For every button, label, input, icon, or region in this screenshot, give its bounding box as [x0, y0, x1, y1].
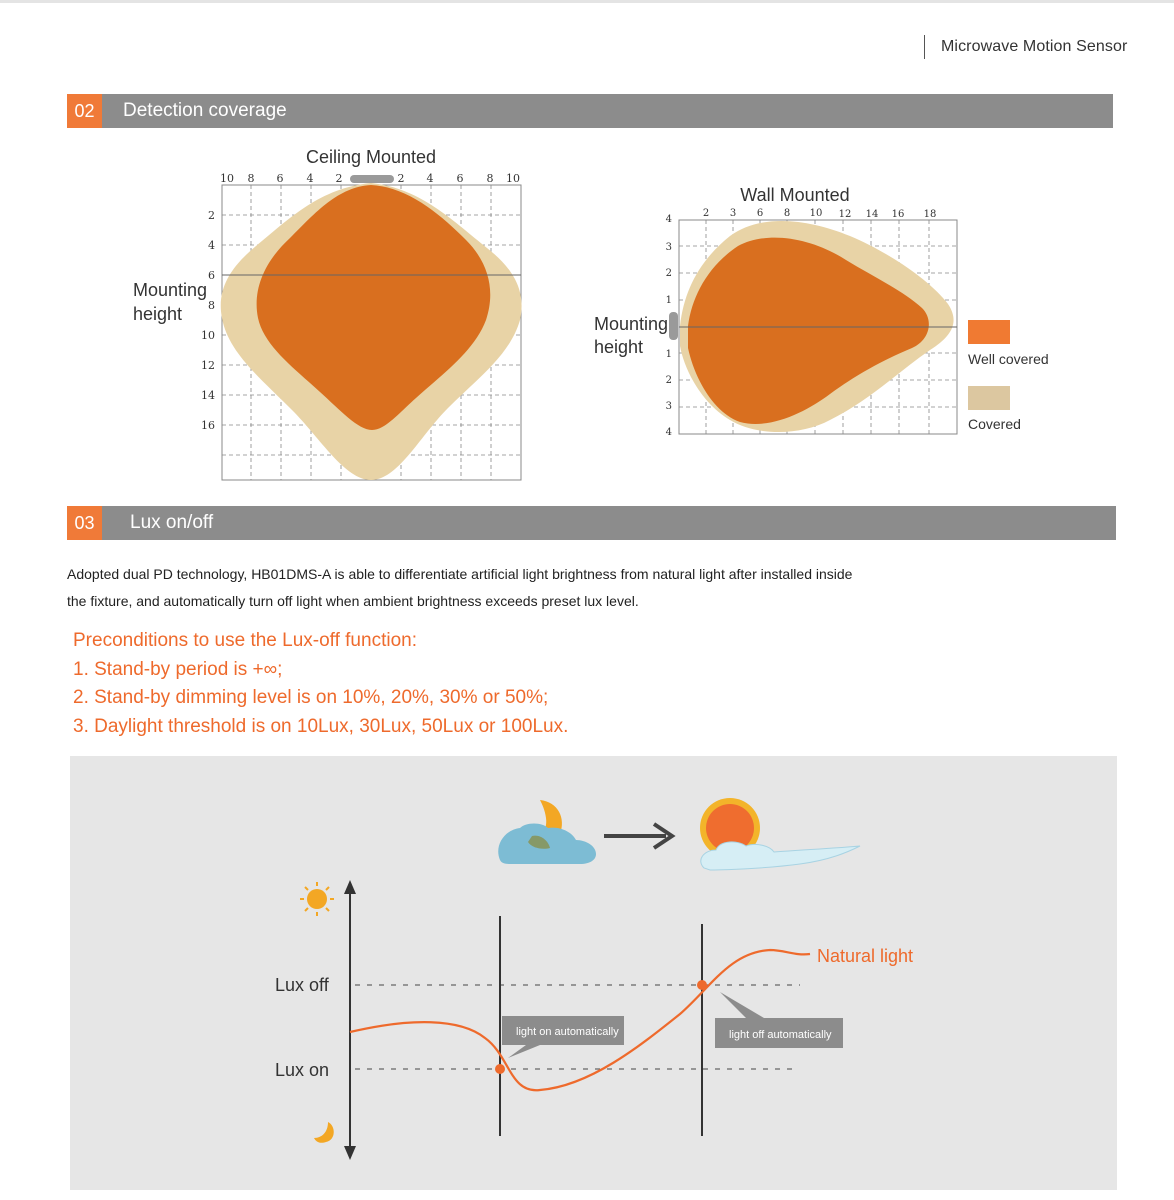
ceiling-x-tick: 6: [276, 172, 284, 185]
ceiling-x-tick: 10: [506, 172, 520, 185]
ceiling-x-tick: 4: [306, 172, 314, 185]
callout-light-on-text: light on automatically: [516, 1026, 619, 1038]
section-title: Detection coverage: [123, 100, 287, 121]
wall-x-tick: 16: [891, 209, 905, 220]
wall-x-tick: 3: [729, 208, 737, 219]
legend-label-well-covered: Well covered: [968, 351, 1049, 367]
day-cloud-icon: [701, 842, 860, 870]
lux-diagram-panel: [70, 756, 1117, 1190]
ceiling-x-tick: 2: [335, 172, 343, 185]
wall-x-tick: 10: [809, 208, 823, 219]
ceiling-y-ticks: [201, 209, 215, 432]
ceiling-title: Ceiling Mounted: [305, 147, 437, 167]
ceiling-x-tick: 2: [397, 172, 405, 185]
ceiling-y-tick: 16: [201, 419, 215, 432]
wall-y-tick: 1: [665, 349, 672, 360]
header-divider: [924, 35, 925, 59]
wall-y-tick: 2: [665, 268, 672, 279]
preconditions-title: Preconditions to use the Lux-off function:: [73, 630, 417, 651]
lux-diagram: [70, 756, 1117, 1190]
legend-label-covered: Covered: [968, 416, 1021, 432]
wall-y-tick: 2: [665, 375, 672, 386]
section-number: 03: [67, 506, 102, 540]
precondition-item-2: 2. Stand-by dimming level is on 10%, 20%, 30% or 50%;: [73, 687, 549, 708]
ceiling-x-tick: 4: [426, 172, 434, 185]
ceiling-ylabel-line1: Mounting: [133, 280, 208, 300]
ceiling-y-tick: 2: [208, 209, 215, 222]
wall-y-tick: 3: [665, 242, 672, 253]
lux-on-label: Lux on: [275, 1060, 330, 1080]
legend-swatch-well-covered: [968, 320, 1010, 344]
wall-x-tick: 14: [865, 209, 879, 220]
ceiling-sensor-icon: [350, 175, 394, 183]
section-number: 02: [67, 94, 102, 128]
ceiling-y-tick: 10: [201, 329, 215, 342]
page-header-title: Microwave Motion Sensor: [941, 38, 1128, 55]
wall-x-tick: 8: [783, 208, 791, 219]
legend-swatch-covered: [968, 386, 1010, 410]
wall-y-tick: 1: [665, 295, 672, 306]
ceiling-y-tick: 14: [201, 389, 215, 402]
ceiling-x-tick: 8: [247, 172, 255, 185]
natural-light-label: Natural light: [817, 946, 914, 966]
wall-x-tick: 18: [923, 209, 937, 220]
ceiling-y-tick: 12: [201, 359, 215, 372]
light-on-point: [495, 1064, 505, 1074]
wall-y-tick: 4: [665, 214, 672, 225]
arrow-right-icon: [604, 824, 672, 848]
wall-diagram: [594, 185, 957, 438]
wall-title: Wall Mounted: [740, 185, 850, 205]
precondition-item-3: 3. Daylight threshold is on 10Lux, 30Lux, 50Lux or 100Lux.: [73, 716, 569, 737]
description-line-2: the fixture, and automatically turn off light when ambient brightness exceeds preset lux level.: [67, 593, 639, 609]
wall-y-tick: 3: [665, 401, 672, 412]
wall-sensor-icon: [669, 312, 678, 340]
wall-ylabel-line2: height: [594, 337, 644, 357]
ceiling-x-tick: 6: [456, 172, 464, 185]
legend: [968, 320, 1049, 432]
callout-light-off: [715, 992, 843, 1048]
wall-x-ticks: [703, 208, 937, 220]
coverage-diagrams: [0, 140, 1174, 490]
sun-small-icon: [300, 882, 334, 916]
day-cloud-sun-icon: [700, 798, 860, 870]
callout-light-on: [502, 1016, 624, 1058]
ceiling-x-tick: 10: [220, 172, 234, 185]
section-band-coverage: [67, 94, 1113, 128]
light-off-point: [697, 980, 707, 990]
ceiling-diagram: [133, 147, 522, 480]
wall-x-tick: 2: [702, 208, 710, 219]
section-title: Lux on/off: [130, 512, 214, 533]
wall-y-tick: 4: [665, 427, 672, 438]
moon-small-icon: [314, 1122, 334, 1143]
ceiling-y-tick: 6: [208, 269, 215, 282]
callout-light-off-text: light off automatically: [729, 1029, 832, 1041]
lux-off-label: Lux off: [275, 975, 329, 995]
description-line-1: Adopted dual PD technology, HB01DMS-A is able to differentiate artificial light brightness from natural light after installed inside: [67, 566, 853, 582]
section-band-lux: [67, 506, 1116, 540]
wall-x-tick: 12: [838, 209, 852, 220]
ceiling-y-tick: 8: [208, 299, 215, 312]
ceiling-x-tick: 8: [486, 172, 494, 185]
y-axis-arrow: [344, 880, 356, 1160]
top-border: [0, 0, 1174, 3]
wall-x-tick: 6: [756, 208, 764, 219]
ceiling-ylabel-line2: height: [133, 304, 183, 324]
ceiling-y-tick: 4: [208, 239, 215, 252]
precondition-item-1: 1. Stand-by period is +∞;: [73, 659, 283, 680]
wall-ylabel-line1: Mounting: [594, 314, 669, 334]
night-cloud-moon-icon: [498, 800, 596, 864]
